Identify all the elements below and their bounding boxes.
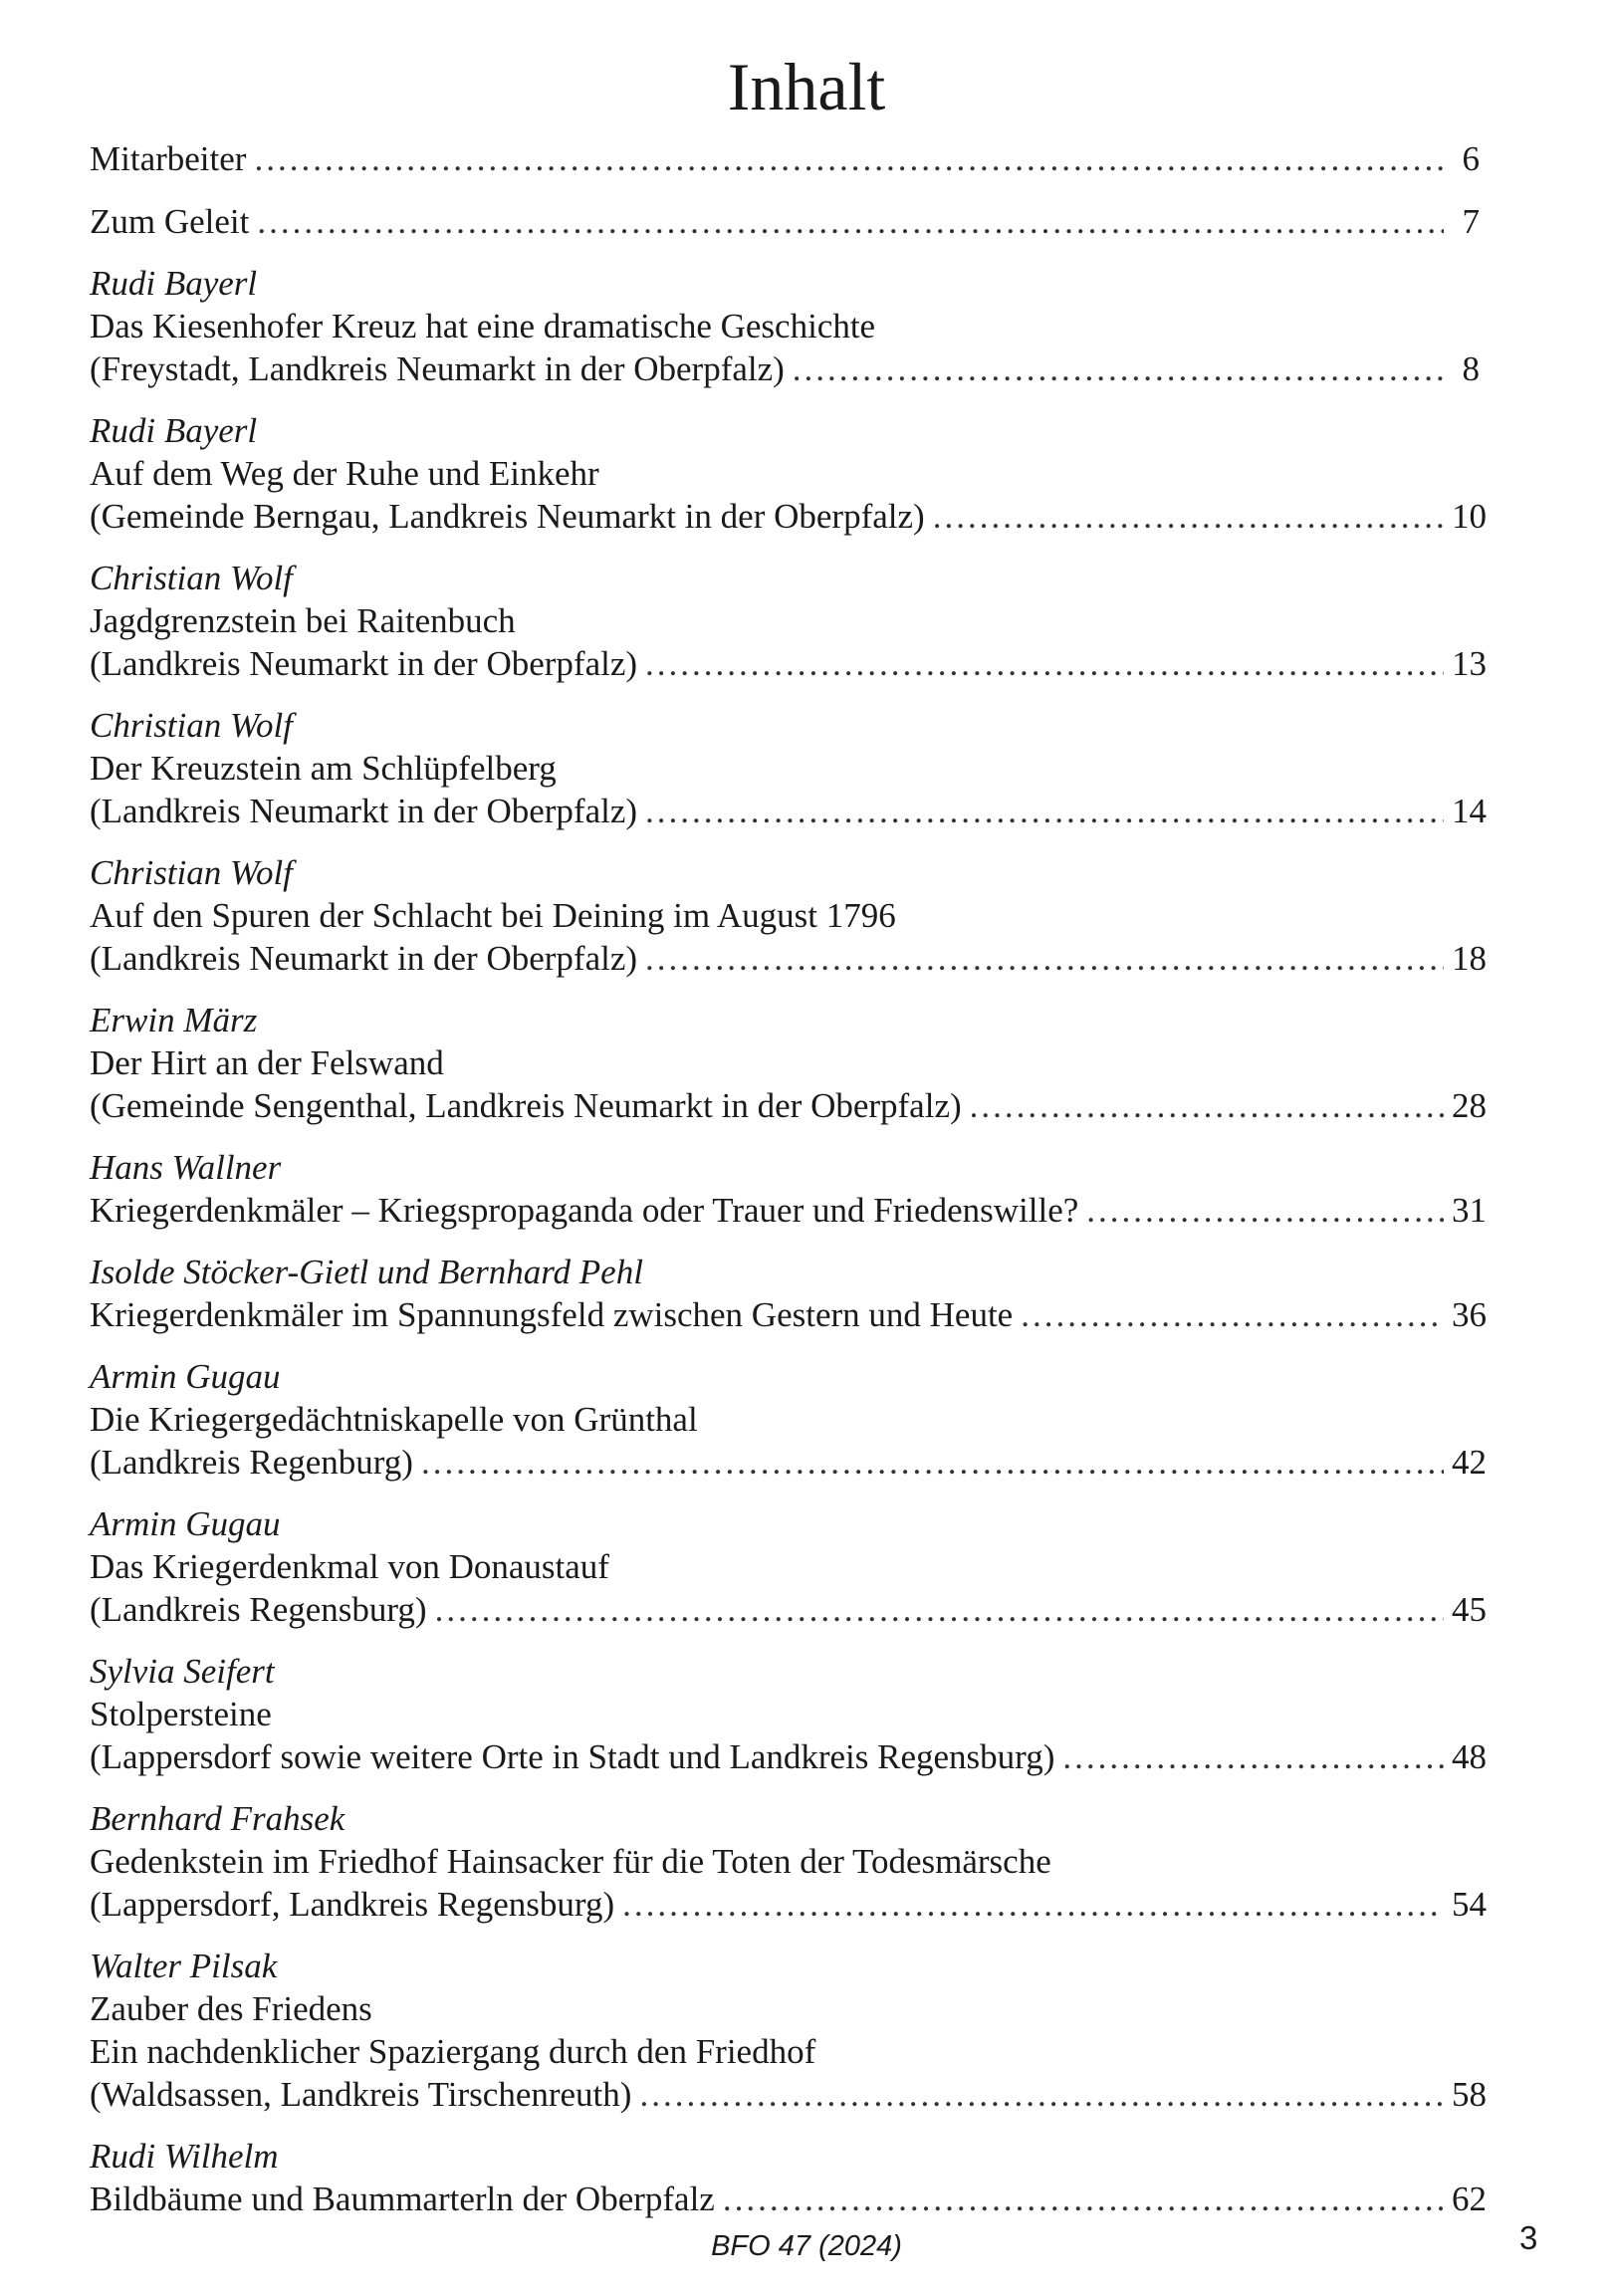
toc-title-row — [90, 1588, 1487, 1631]
toc-entry — [90, 1000, 1487, 1127]
table-of-contents — [90, 137, 1487, 2240]
toc-title-line: (Lappersdorf, Landkreis Regensburg) — [90, 1885, 615, 1924]
toc-author: Armin Gugau — [90, 1357, 281, 1396]
dot-leader — [1021, 1293, 1444, 1336]
toc-page-number: 45 — [1452, 1590, 1487, 1629]
toc-page-number: 58 — [1452, 2075, 1487, 2114]
toc-title-row — [90, 1189, 1487, 1232]
toc-title-line: (Freystadt, Landkreis Neumarkt in der Oberpfalz) — [90, 349, 785, 388]
toc-entry — [90, 200, 1480, 243]
toc-author: Sylvia Seifert — [90, 1652, 275, 1691]
toc-title-line: (Gemeinde Berngau, Landkreis Neumarkt in der Oberpfalz) — [90, 497, 925, 536]
toc-entry — [90, 410, 1487, 538]
toc-title-row — [90, 1293, 1487, 1336]
toc-page-number: 36 — [1452, 1295, 1487, 1334]
toc-title-line: Ein nachdenklicher Spaziergang durch den Friedhof — [90, 2032, 816, 2071]
dot-leader — [645, 790, 1444, 832]
toc-author: Rudi Bayerl — [90, 264, 258, 303]
toc-title-row — [90, 937, 1487, 980]
toc-title-row — [90, 200, 1480, 243]
toc-page-number: 6 — [1462, 139, 1480, 178]
toc-author: Armin Gugau — [90, 1504, 281, 1543]
toc-title-line: (Landkreis Regenburg) — [90, 1443, 413, 1482]
toc-author: Christian Wolf — [90, 706, 293, 745]
toc-author: Erwin März — [90, 1001, 258, 1039]
toc-title-line: Der Kreuzstein am Schlüpfelberg — [90, 749, 557, 788]
toc-title-line: Auf dem Weg der Ruhe und Einkehr — [90, 454, 599, 493]
toc-author: Christian Wolf — [90, 853, 293, 892]
toc-page-number: 13 — [1452, 644, 1487, 683]
toc-title-line: Das Kriegerdenkmal von Donaustauf — [90, 1547, 609, 1586]
toc-author: Rudi Bayerl — [90, 411, 258, 450]
toc-title-line: (Landkreis Neumarkt in der Oberpfalz) — [90, 792, 638, 830]
toc-title-row — [90, 2178, 1487, 2220]
toc-title-line: Stolpersteine — [90, 1695, 272, 1733]
toc-page-number: 14 — [1452, 792, 1487, 830]
toc-title-line: Zum Geleit — [90, 202, 250, 241]
toc-title-line: Mitarbeiter — [90, 139, 247, 178]
toc-entry — [90, 1503, 1487, 1631]
page-title: Inhalt — [727, 49, 886, 124]
dot-leader — [1086, 1189, 1444, 1232]
toc-title-row — [90, 790, 1487, 832]
toc-author: Rudi Wilhelm — [90, 2137, 279, 2176]
toc-entry — [90, 137, 1480, 180]
toc-title-line: Kriegerdenkmäler – Kriegspropaganda oder Trauer und Friedenswille? — [90, 1191, 1079, 1230]
toc-entry — [90, 852, 1487, 980]
toc-title-row — [90, 137, 1480, 180]
toc-page-number: 18 — [1452, 939, 1487, 978]
toc-entry — [90, 1798, 1487, 1926]
toc-entry — [90, 2136, 1487, 2220]
toc-title-row — [90, 495, 1487, 538]
toc-title-row — [90, 1735, 1487, 1778]
toc-title-line: Bildbäume und Baummarterln der Oberpfalz — [90, 2180, 715, 2218]
toc-entry — [90, 1147, 1487, 1232]
toc-title-line: Kriegerdenkmäler im Spannungsfeld zwischen Gestern und Heute — [90, 1295, 1014, 1334]
toc-author: Isolde Stöcker-Gietl und Bernhard Pehl — [90, 1253, 643, 1291]
toc-title-row — [90, 1084, 1487, 1127]
toc-entry — [90, 1252, 1487, 1336]
toc-title-line: (Landkreis Neumarkt in der Oberpfalz) — [90, 939, 638, 978]
footer-journal: BFO 47 (2024) — [711, 2230, 902, 2262]
toc-title-line: (Landkreis Regensburg) — [90, 1590, 427, 1629]
toc-title-line: Der Hirt an der Felswand — [90, 1043, 444, 1082]
toc-entry — [90, 263, 1480, 390]
toc-page-number: 7 — [1462, 202, 1480, 241]
toc-page-number: 28 — [1452, 1086, 1487, 1125]
toc-title-row — [90, 642, 1487, 685]
dot-leader — [645, 937, 1444, 980]
dot-leader — [435, 1588, 1444, 1631]
toc-author: Bernhard Frahsek — [90, 1799, 346, 1838]
toc-author: Hans Wallner — [90, 1148, 282, 1187]
dot-leader — [421, 1441, 1444, 1484]
toc-page-number: 48 — [1452, 1737, 1487, 1776]
toc-page-number: 42 — [1452, 1443, 1487, 1482]
toc-entry — [90, 558, 1487, 685]
dot-leader — [639, 2073, 1444, 2116]
dot-leader — [1062, 1735, 1444, 1778]
dot-leader — [933, 495, 1444, 538]
toc-title-line: Gedenkstein im Friedhof Hainsacker für die Toten der Todesmärsche — [90, 1842, 1051, 1881]
toc-title-row — [90, 2073, 1487, 2116]
toc-entry — [90, 1356, 1487, 1484]
dot-leader — [793, 347, 1444, 390]
dot-leader — [723, 2178, 1444, 2220]
toc-author: Walter Pilsak — [90, 1947, 278, 1985]
toc-page-number: 62 — [1452, 2180, 1487, 2218]
toc-page-number: 10 — [1452, 497, 1487, 536]
toc-page-number: 54 — [1452, 1885, 1487, 1924]
toc-title-line: Auf den Spuren der Schlacht bei Deining im August 1796 — [90, 896, 896, 935]
toc-title-line: (Landkreis Neumarkt in der Oberpfalz) — [90, 644, 638, 683]
page-number: 3 — [1519, 2219, 1538, 2256]
toc-page-number: 31 — [1452, 1191, 1487, 1230]
dot-leader — [970, 1084, 1444, 1127]
toc-title-line: (Waldsassen, Landkreis Tirschenreuth) — [90, 2075, 632, 2114]
toc-title-line: (Gemeinde Sengenthal, Landkreis Neumarkt in der Oberpfalz) — [90, 1086, 962, 1125]
dot-leader — [645, 642, 1444, 685]
toc-entry — [90, 1651, 1487, 1778]
toc-title-line: Das Kiesenhofer Kreuz hat eine dramatische Geschichte — [90, 307, 876, 345]
toc-title-row — [90, 1441, 1487, 1484]
toc-entry — [90, 705, 1487, 832]
toc-title-row — [90, 1883, 1487, 1926]
toc-author: Christian Wolf — [90, 559, 293, 597]
toc-title-line: (Lappersdorf sowie weitere Orte in Stadt und Landkreis Regensburg) — [90, 1737, 1055, 1776]
toc-entry — [90, 1946, 1487, 2116]
toc-title-row — [90, 347, 1480, 390]
toc-page-number: 8 — [1462, 349, 1480, 388]
toc-title-line: Jagdgrenzstein bei Raitenbuch — [90, 601, 516, 640]
toc-title-line: Die Kriegergedächtniskapelle von Grünthal — [90, 1400, 698, 1439]
dot-leader — [257, 200, 1444, 243]
dot-leader — [254, 137, 1444, 180]
toc-title-line: Zauber des Friedens — [90, 1989, 372, 2028]
dot-leader — [622, 1883, 1444, 1926]
